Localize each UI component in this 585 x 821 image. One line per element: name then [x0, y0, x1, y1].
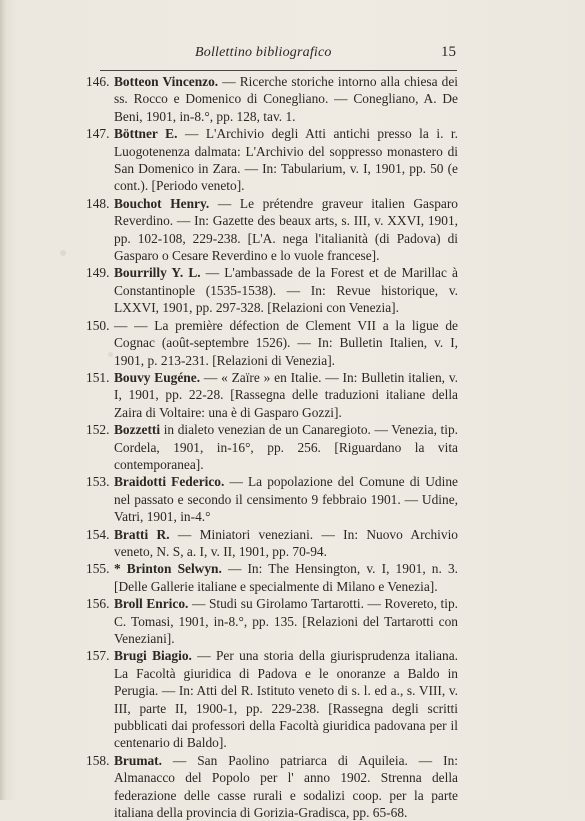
- entry-author: Brugi Biagio.: [114, 648, 192, 664]
- entry-author: Bourrilly Y. L.: [114, 265, 201, 281]
- entry-author: Braidotti Federico.: [114, 474, 225, 490]
- paper-stain: [60, 250, 66, 256]
- entry-author: Brumat.: [114, 752, 162, 768]
- entry-text: — « Zaïre » en Italie. — In: Bulletin italien, v. I, 1901, pp. 22-28. [Rassegna delle traduzioni italiane della Zaira di Voltaire: una è di Gasparo Gozzi].: [114, 369, 458, 420]
- entry-text: in dialeto venezian de un Canaregioto. — Venezia, tip. Cordela, 1901, in-16°, pp. 256. [Riguardano la vita contemporanea].: [114, 422, 458, 472]
- entry-text: — La popolazione del Comune di Udine nel passato e secondo il censimento 9 febbraio 1901. — Udine, Vatri, 1901, in-4.°: [114, 474, 458, 525]
- bibliography-entry: [86, 369, 458, 421]
- bibliography-entry: [86, 125, 458, 195]
- entry-text: — Le prétendre graveur italien Gasparo Reverdino. — In: Gazette des beaux arts, s. III, v. XXVI, 1901, pp. 102-108, 229-238. [L'A. nega l'italianità (di Padova) di Gasparo o Cesare Reverdino e lo vuole francese].: [114, 195, 458, 264]
- page-spine-shadow: [0, 0, 6, 800]
- entry-number: 153.: [86, 474, 110, 490]
- bibliography-entry: [86, 526, 458, 561]
- entry-text: — Ricerche storiche intorno alla chiesa dei ss. Rocco e Domenico di Conegliano. — Conegliano, A. De Beni, 1901, in-8.°, pp. 128, tav. 1.: [114, 74, 458, 124]
- bibliography-list: [86, 73, 458, 821]
- bibliography-entry: [86, 421, 458, 473]
- entry-number: 152.: [86, 422, 110, 438]
- entry-author: Botteon Vincenzo.: [114, 74, 219, 89]
- entry-number: 148.: [86, 195, 110, 211]
- bibliography-entry: [86, 264, 458, 316]
- bibliography-entry: [86, 473, 458, 525]
- entry-number: 147.: [86, 126, 110, 142]
- entry-text: — Studi su Girolamo Tartarotti. — Rovereto, tip. C. Tomasi, 1901, in-8.°, pp. 135. [Relazioni del Tartarotti con Veneziani].: [114, 596, 458, 646]
- bibliography-entry: [86, 73, 458, 125]
- entry-text: — L'Archivio degli Atti antichi presso la i. r. Luogotenenza dalmata: L'Archivio del soppresso monastero di San Domenico in Zara. — In: Tabularium, v. I, 1901, pp. 50 (e cont.). [Periodo veneto].: [114, 126, 459, 194]
- entry-author: Bouvy Eugéne.: [114, 369, 201, 385]
- entry-text: — — La première défection de Clement VII a la ligue de Cognac (août-septembre 1526). — In: Bulletin Italien, v. I, 1901, p. 213-231. [Relazioni di Venezia].: [114, 317, 458, 368]
- entry-author: Böttner E.: [114, 126, 178, 142]
- entry-author: Bratti R.: [114, 526, 170, 542]
- entry-author: * Brinton Selwyn.: [114, 561, 222, 577]
- entry-number: 146.: [86, 74, 110, 89]
- entry-number: 151.: [86, 369, 110, 385]
- bibliography-entry: [86, 317, 458, 369]
- running-head: Bollettino bibliografico: [195, 45, 332, 60]
- entry-number: 158.: [86, 752, 110, 768]
- entry-text: — Per una storia della giurisprudenza italiana. La Facoltà giuridica di Padova e le onoranze a Baldo in Perugia. — In: Atti del R. Istituto veneto di s. l. ed a., s. VIII, v. III, parte II, 1900-1, pp. 229-238. [Rassegna degli scritti pubblicati dai professori della Facoltà giuridica padovana per il centenario di Baldo].: [114, 648, 458, 751]
- entry-text: — Miniatori veneziani. — In: Nuovo Archivio veneto, N. S, a. I, v. II, 1901, pp. 70-94.: [114, 526, 459, 559]
- bibliography-entry: [86, 752, 458, 821]
- entry-number: 157.: [86, 648, 110, 664]
- entry-number: 155.: [86, 561, 110, 577]
- entry-text: — San Paolino patriarca di Aquileia. — In: Almanacco del Popolo per l' anno 1902. Strenna della federazione delle casse rurali e sodalizi coop. per la parte italiana della provincia di Gorizia-Gradisca, pp. 65-68.: [114, 752, 458, 821]
- entry-number: 149.: [86, 265, 110, 281]
- bibliography-entry: [86, 595, 458, 647]
- entry-author: Bouchot Henry.: [114, 195, 210, 211]
- entry-number: 154.: [86, 526, 110, 542]
- page-number: 15: [441, 44, 456, 60]
- entry-author: Broll Enrico.: [114, 596, 189, 612]
- header-rule: [100, 70, 457, 71]
- bibliography-entry: [86, 647, 458, 751]
- entry-author: Bozzetti: [114, 422, 161, 438]
- bibliography-entry: [86, 195, 458, 265]
- entry-number: 156.: [86, 596, 110, 612]
- entry-text: — L'ambassade de la Forest et de Marillac à Constantinople (1535-1538). — In: Revue historique, v. LXXVI, 1901, pp. 297-328. [Relazioni con Venezia].: [114, 265, 458, 316]
- entry-text: — In: The Hensington, v. I, 1901, n. 3. [Delle Gallerie italiane e specialmente di Milano e Venezia].: [114, 561, 458, 594]
- bibliography-entry: [86, 560, 458, 595]
- entry-number: 150.: [86, 317, 110, 333]
